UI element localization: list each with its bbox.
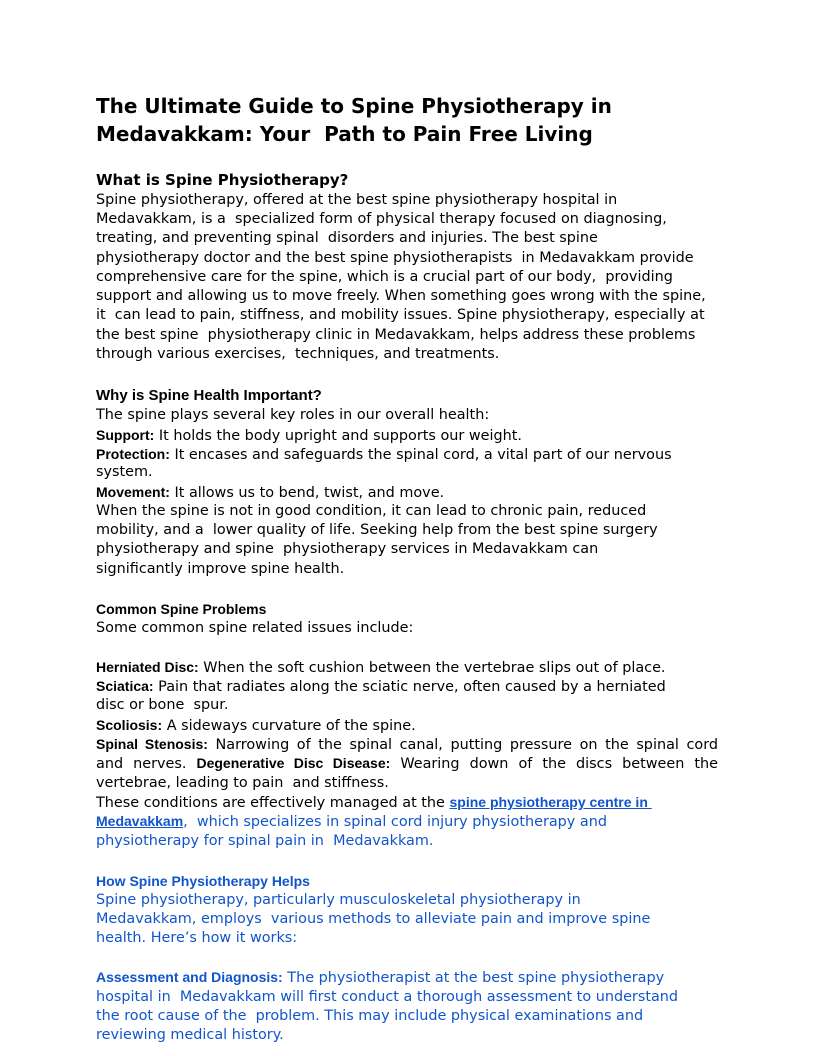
- paragraph-line: Spine physiotherapy, particularly musculoskeletal physiotherapy in: [96, 892, 581, 908]
- spine-physiotherapy-centre-link[interactable]: spine physiotherapy centre in: [449, 794, 652, 810]
- paragraph-line: it can lead to pain, stiffness, and mobility issues. Spine physiotherapy, especially at: [96, 307, 705, 323]
- sciatica-label: Sciatica:: [96, 678, 154, 694]
- herniated-label: Herniated Disc:: [96, 659, 199, 675]
- paragraph-line: vertebrae, leading to pain and stiffness.: [96, 775, 389, 791]
- scoliosis-label: Scoliosis:: [96, 717, 163, 733]
- paragraph-line: through various exercises, techniques, and treatments.: [96, 346, 500, 362]
- paragraph-line: mobility, and a lower quality of life. Seeking help from the best spine surgery: [96, 522, 658, 538]
- list-item-support: Support: It holds the body upright and supports our weight.: [96, 427, 522, 444]
- paragraph-line: reviewing medical history.: [96, 1027, 284, 1043]
- paragraph-line: The spine plays several key roles in our overall health:: [96, 407, 490, 423]
- support-label: Support:: [96, 427, 155, 443]
- list-item-degenerative-disc: and nerves. Degenerative Disc Disease: Wearing down of the discs between the: [96, 755, 718, 772]
- paragraph-line: health. Here’s how it works:: [96, 930, 298, 946]
- paragraph-line: physiotherapy doctor and the best spine physiotherapists in Medavakkam provide: [96, 250, 694, 266]
- list-item-spinal-stenosis: Spinal Stenosis: Narrowing of the spinal canal, putting pressure on the spinal cord: [96, 736, 718, 753]
- paragraph-line: When the spine is not in good condition, it can lead to chronic pain, reduced: [96, 503, 647, 519]
- paragraph-line: Medavakkam, employs various methods to alleviate pain and improve spine: [96, 911, 651, 927]
- paragraph-line: treating, and preventing spinal disorders and injuries. The best spine: [96, 230, 598, 246]
- paragraph-line: the root cause of the problem. This may include physical examinations and: [96, 1008, 644, 1024]
- paragraph-line: hospital in Medavakkam will first conduct a thorough assessment to understand: [96, 989, 679, 1005]
- paragraph-line: the best spine physiotherapy clinic in Medavakkam, helps address these problems: [96, 327, 696, 343]
- paragraph-line: Some common spine related issues include:: [96, 620, 414, 636]
- paragraph-line: Medavakkam, is a specialized form of physical therapy focused on diagnosing,: [96, 211, 667, 227]
- medavakkam-link[interactable]: Medavakkam: [96, 813, 184, 829]
- paragraph-line: physiotherapy for spinal pain in Medavakkam.: [96, 833, 434, 849]
- section-heading-why-important: Why is Spine Health Important?: [96, 387, 322, 404]
- stenosis-label: Spinal Stenosis:: [96, 736, 208, 752]
- section-heading-common-problems: Common Spine Problems: [96, 601, 267, 617]
- paragraph-line: support and allowing us to move freely. When something goes wrong with the spine,: [96, 288, 706, 304]
- paragraph-line: disc or bone spur.: [96, 697, 229, 713]
- paragraph-line: physiotherapy and spine physiotherapy services in Medavakkam can: [96, 541, 599, 557]
- list-item-protection: Protection: It encases and safeguards the spinal cord, a vital part of our nervous: [96, 446, 672, 463]
- list-item-scoliosis: Scoliosis: A sideways curvature of the spine.: [96, 717, 416, 734]
- section-heading-what-is: What is Spine Physiotherapy?: [96, 171, 349, 189]
- paragraph-line-with-link: Medavakkam, which specializes in spinal cord injury physiotherapy and: [96, 813, 607, 830]
- assessment-label: Assessment and Diagnosis:: [96, 969, 283, 985]
- paragraph-line: comprehensive care for the spine, which is a crucial part of our body, providing: [96, 269, 673, 285]
- protection-label: Protection:: [96, 446, 170, 462]
- list-item-assessment: Assessment and Diagnosis: The physiotherapist at the best spine physiotherapy: [96, 969, 665, 986]
- paragraph-line-with-link: These conditions are effectively managed at the spine physiotherapy centre in: [96, 794, 652, 811]
- list-item-movement: Movement: It allows us to bend, twist, and move.: [96, 484, 445, 501]
- page-title: The Ultimate Guide to Spine Physiotherapy in Medavakkam: Your Path to Pain Free Living: [96, 94, 612, 146]
- paragraph-line: significantly improve spine health.: [96, 561, 345, 577]
- degenerative-label: Degenerative Disc Disease:: [196, 755, 391, 771]
- list-item-sciatica: Sciatica: Pain that radiates along the sciatic nerve, often caused by a herniated: [96, 678, 666, 695]
- list-item-herniated-disc: Herniated Disc: When the soft cushion between the vertebrae slips out of place.: [96, 659, 666, 676]
- paragraph-line: Spine physiotherapy, offered at the best spine physiotherapy hospital in: [96, 192, 618, 208]
- movement-label: Movement:: [96, 484, 170, 500]
- paragraph-line: system.: [96, 464, 153, 480]
- section-heading-how-helps: How Spine Physiotherapy Helps: [96, 873, 310, 889]
